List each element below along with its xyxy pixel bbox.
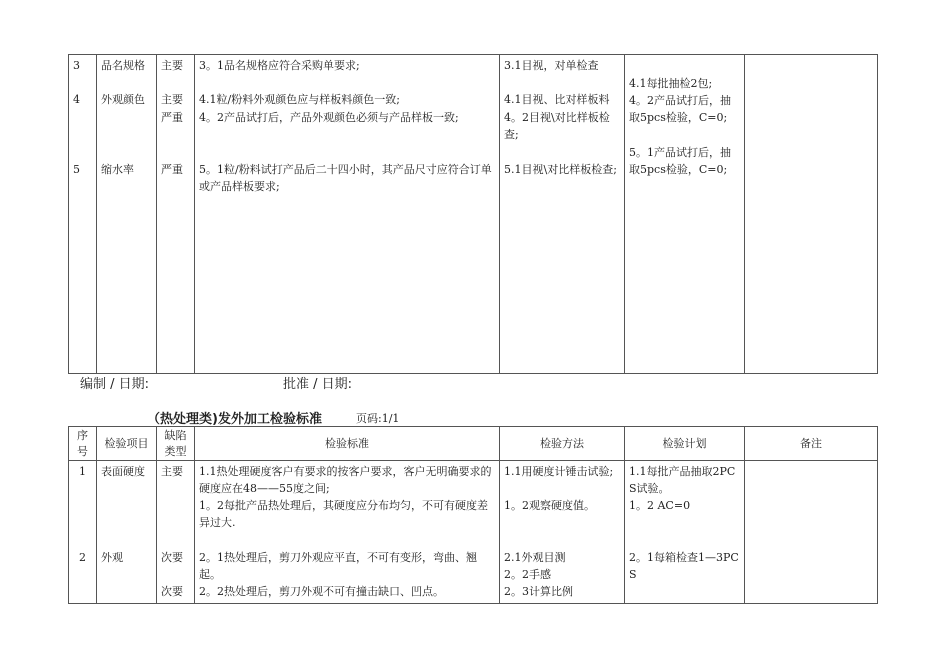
prepared-by-label: 编制 / 日期:	[80, 377, 150, 392]
method-text: 2。2手感	[504, 568, 551, 581]
inspection-item: 外观	[101, 551, 123, 564]
inspection-table-continued	[68, 54, 878, 374]
remark-cell	[745, 461, 878, 604]
method-text: 2。3计算比例	[504, 585, 573, 598]
defect-level: 严重	[161, 111, 183, 124]
header-remark: 备注	[800, 437, 822, 450]
header-plan: 检验计划	[662, 437, 707, 450]
table-row	[69, 461, 878, 604]
inspection-item: 外观颜色	[101, 93, 145, 106]
page-code: 页码:1/1	[356, 412, 400, 425]
standard-text: 4.1粒/粉料外观颜色应与样板料颜色一致;	[199, 93, 400, 106]
header-method: 检验方法	[540, 437, 584, 450]
plan-text: 5。1产品试打后，抽取5pcs检验，C=0;	[629, 146, 731, 176]
standard-text: 1.1热处理硬度客户有要求的按客户要求，客户无明确要求的硬度应在48——55度之间;	[199, 465, 492, 495]
header-item: 检验项目	[104, 437, 149, 450]
standard-text: 2。1热处理后，剪刀外观应平直，不可有变形，弯曲、翘起。	[199, 551, 477, 581]
standard-text: 4。2产品试打后，产品外观颜色必须与产品样板一致;	[199, 111, 459, 124]
standard-text: 1。2每批产品热处理后，其硬度应分布均匀，不可有硬度差异过大.	[199, 499, 488, 529]
table-header-row	[69, 427, 878, 461]
standard-column	[195, 55, 500, 374]
row-number: 2	[79, 551, 86, 564]
standard-text: 2。2热处理后，剪刀外观不可有撞击缺口、凹点。	[199, 585, 444, 598]
row-number: 4	[73, 93, 80, 106]
inspection-item: 缩水率	[101, 163, 134, 176]
defect-level-column	[157, 55, 195, 374]
row-number: 1	[79, 465, 86, 478]
method-text: 2.1外观目测	[504, 551, 566, 564]
defect-level: 次要	[161, 585, 183, 598]
header-no: 序号	[77, 428, 88, 458]
method-text: 5.1目视\对比样板检查;	[504, 163, 617, 176]
method-text: 3.1目视，对单检查	[504, 59, 599, 72]
inspection-item: 品名规格	[101, 59, 145, 72]
no-column	[69, 55, 97, 374]
method-text: 4。2目视\对比样板检查;	[504, 111, 610, 141]
plan-text: 1。2 AC=0	[629, 499, 691, 512]
section-title: （热处理类)发外加工检验标准	[147, 412, 322, 427]
plan-text: 1.1每批产品抽取2PCS试验。	[629, 465, 736, 495]
plan-text: 4.1每批抽检2包;	[629, 77, 713, 90]
defect-level: 主要	[161, 93, 183, 106]
heat-treatment-inspection-table	[68, 426, 878, 604]
remark-column	[745, 55, 878, 374]
approved-by-label: 批准 / 日期:	[283, 377, 353, 392]
method-text: 4.1目视、比对样板料	[504, 93, 610, 106]
method-text: 1.1用硬度计锤击试验;	[504, 465, 614, 478]
inspection-item: 表面硬度	[101, 465, 145, 478]
row-number: 5	[73, 163, 80, 176]
standard-text: 3。1品名规格应符合采购单要求;	[199, 59, 360, 72]
method-column	[500, 55, 625, 374]
plan-text: 4。2产品试打后，抽取5pcs检验，C=0;	[629, 94, 731, 124]
plan-text: 2。1每箱检查1—3PCS	[629, 551, 739, 581]
defect-level: 严重	[161, 163, 183, 176]
method-text: 1。2观察硬度值。	[504, 499, 595, 512]
plan-column	[625, 55, 745, 374]
row-number: 3	[73, 59, 80, 72]
defect-level: 主要	[161, 59, 183, 72]
defect-level: 主要	[161, 465, 183, 478]
defect-level: 次要	[161, 551, 183, 564]
standard-text: 5。1粒/粉料试打产品后二十四小时，其产品尺寸应符合订单或产品样板要求;	[199, 163, 492, 193]
item-column	[97, 55, 157, 374]
header-defect-level: 缺陷类型	[164, 428, 187, 458]
header-standard: 检验标准	[325, 437, 369, 450]
